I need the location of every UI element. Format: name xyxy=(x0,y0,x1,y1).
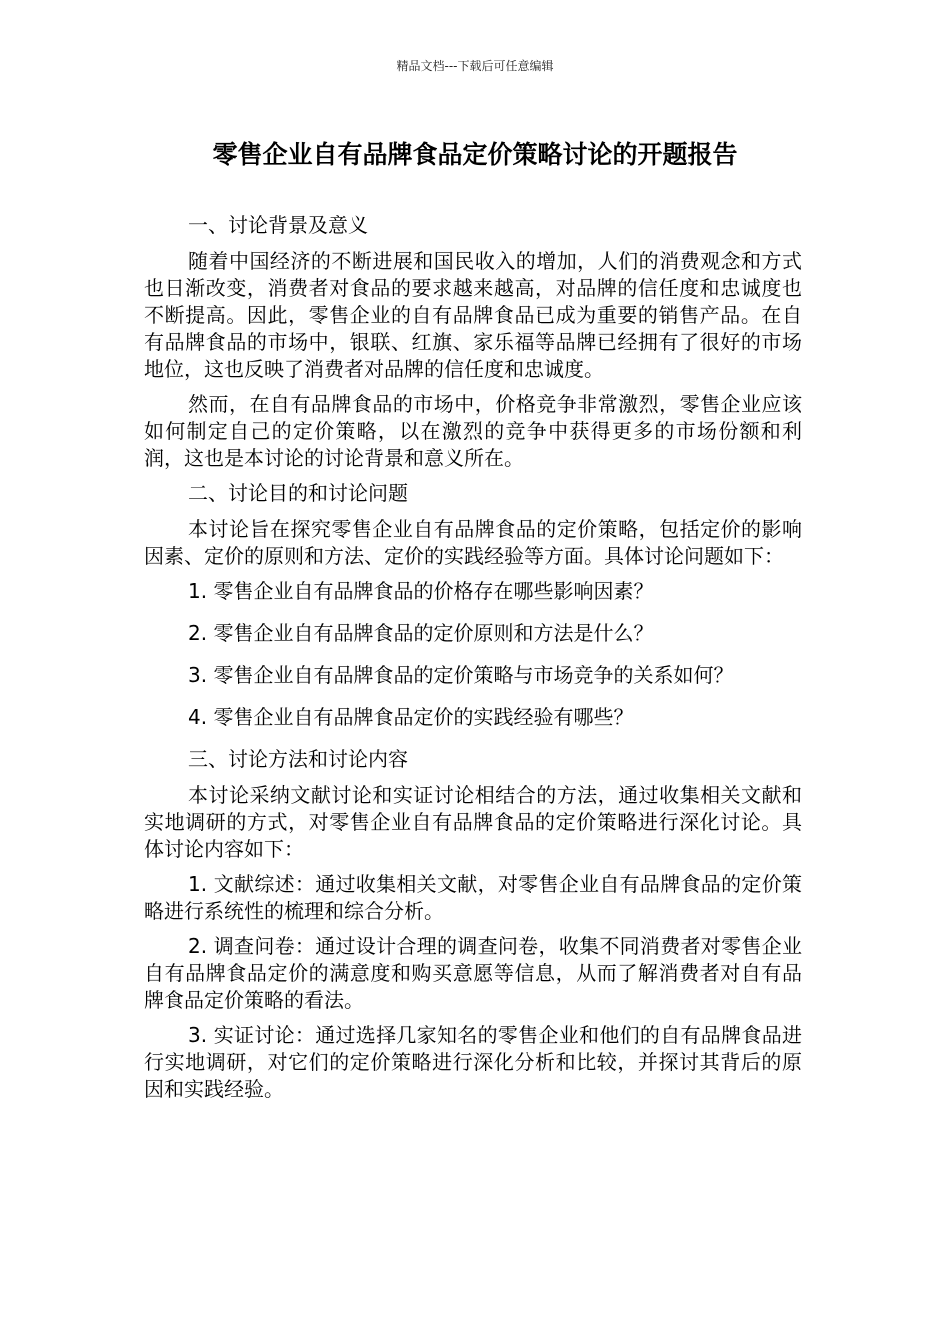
section-heading-methods: 三、讨论方法和讨论内容 xyxy=(188,747,408,771)
method-item: 1. 文献综述：通过收集相关文献，对零售企业自有品牌食品的定价策略进行系统性的梳理和综合分析。 xyxy=(144,872,802,923)
method-item: 3. 实证讨论：通过选择几家知名的零售企业和他们的自有品牌食品进行实地调研，对它们的定价策略进行深化分析和比较，并探讨其背后的原因和实践经验。 xyxy=(144,1023,802,1101)
paragraph: 随着中国经济的不断进展和国民收入的增加，人们的消费观念和方式也日渐改变，消费者对食品的要求越来越高，对品牌的信任度和忠诚度也不断提高。因此，零售企业的自有品牌食品已成为重要的销售产品。在自有品牌食品的市场中，银联、红旗、家乐福等品牌已经拥有了很好的市场地位，这也反映了消费者对品牌的信任度和忠诚度。 xyxy=(144,249,802,381)
paragraph: 然而，在自有品牌食品的市场中，价格竞争非常激烈，零售企业应该如何制定自己的定价策略，以在激烈的竞争中获得更多的市场份额和利润，这也是本讨论的讨论背景和意义所在。 xyxy=(144,392,802,470)
method-item: 2. 调查问卷：通过设计合理的调查问卷，收集不同消费者对零售企业自有品牌食品定价的满意度和购买意愿等信息，从而了解消费者对自有品牌食品定价策略的看法。 xyxy=(144,934,802,1012)
paragraph: 本讨论旨在探究零售企业自有品牌食品的定价策略，包括定价的影响因素、定价的原则和方法、定价的实践经验等方面。具体讨论问题如下： xyxy=(144,517,802,568)
section-heading-objectives: 二、讨论目的和讨论问题 xyxy=(188,481,408,505)
document-title: 零售企业自有品牌食品定价策略讨论的开题报告 xyxy=(212,140,738,169)
section-heading-background: 一、讨论背景及意义 xyxy=(188,213,368,237)
document-body xyxy=(144,212,802,1111)
question-item: 1. 零售企业自有品牌食品的价格存在哪些影响因素？ xyxy=(188,579,654,603)
question-item: 3. 零售企业自有品牌食品的定价策略与市场竞争的关系如何？ xyxy=(188,663,734,687)
question-item: 4. 零售企业自有品牌食品定价的实践经验有哪些？ xyxy=(188,705,634,729)
page-header-note: 精品文档---下载后可任意编辑 xyxy=(396,59,554,73)
paragraph: 本讨论采纳文献讨论和实证讨论相结合的方法，通过收集相关文献和实地调研的方式，对零售企业自有品牌食品的定价策略进行深化讨论。具体讨论内容如下： xyxy=(144,783,802,861)
question-item: 2. 零售企业自有品牌食品的定价原则和方法是什么？ xyxy=(188,621,654,645)
